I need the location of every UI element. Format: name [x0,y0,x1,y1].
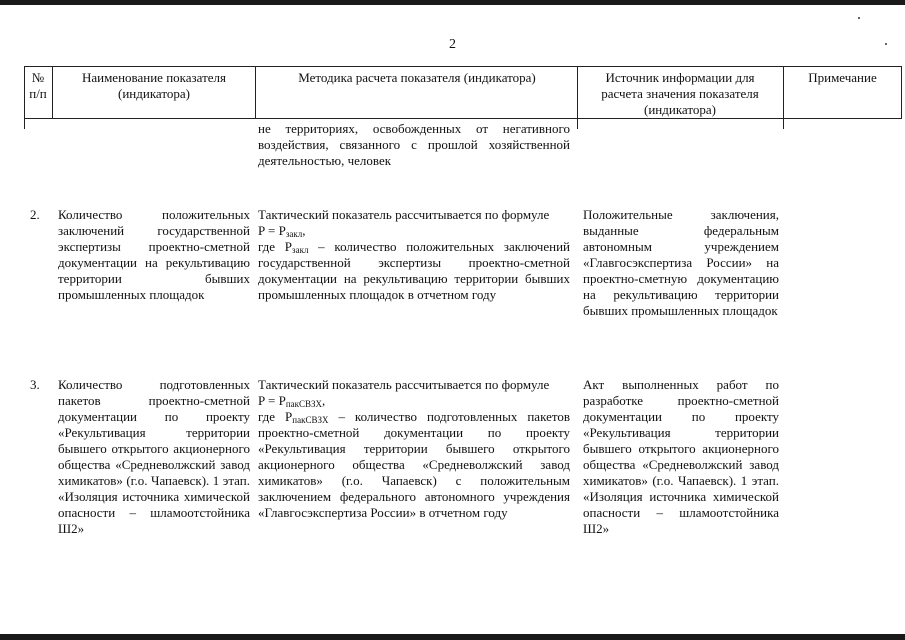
table-rule [24,66,25,119]
formula [258,223,570,239]
scan-speck [858,17,860,19]
formula-lhs: P = P [258,393,286,408]
formula-definition [258,239,570,303]
row-method [258,207,570,303]
row-number: 2. [30,207,40,222]
page-number: 2 [449,37,456,52]
row-source: Акт выполненных работ по разработке проектно-сметной документации по проекту «Рекультивация территории бывшего открытого акционерного общества «Средневолжский завод химикатов» (г.о. Чапаевск). 1 этап. «Изоляция источника химической опасности – шламоотстойника Ш2» [583,377,779,536]
table-rule [901,66,902,119]
formula-definition [258,409,570,521]
formula-subscript: пакСВЗХ [285,399,323,409]
method-intro: Тактический показатель рассчитывается по формуле [258,207,550,222]
table-rule [577,66,578,119]
formula [258,393,570,409]
formula-lhs: P = P [258,223,286,238]
header-method: Методика расчета показателя (индикатора) [298,70,536,85]
definition-text: – количество подготовленных пакетов проектно-сметной документации по проекту «Рекультивация территории бывшего открытого акционерного общества «Средневолжский завод химикатов» (г.о. Чапаевск) с положительным заключением федерального автономного учреждения «Главгосэкспертиза России» в отчетном году [258,409,570,520]
formula-subscript: закл [285,229,303,239]
scan-top-border [0,0,905,5]
row-method [258,377,570,521]
definition-lead: где P [258,239,293,254]
row-name: Количество подготовленных пакетов проектно-сметной документации по проекту «Рекультивация территории бывшего открытого акционерного общества «Средневолжский завод химикатов» (г.о. Чапаевск). 1 этап. «Изоляция источника химической опасности – шламоотстойника Ш2» [58,377,250,536]
definition-lead: где P [258,409,293,424]
table-rule [52,66,53,119]
header-note: Примечание [808,70,877,85]
row-source: Положительные заключения, выданные федеральным автономным учреждением «Главгосэкспертиза России» на проектно-сметную документацию на рекультивацию территории бывших промышленных площадок [583,207,779,318]
table-rule [783,66,784,119]
header-source: Источник информации для расчета значения показателя (индикатора) [601,70,759,117]
formula-end: , [322,393,326,408]
method-intro: Тактический показатель рассчитывается по формуле [258,377,550,392]
scan-bottom-border [0,634,905,640]
table-rule [783,119,784,129]
table-rule [255,66,256,119]
table-rule [577,119,578,129]
formula-end: , [302,223,306,238]
row-number: 3. [30,377,40,392]
header-name: Наименование показателя (индикатора) [81,70,227,101]
definition-text: – количество положительных заключений государственной экспертизы проектно-сметной документации на рекультивацию территории бывших промышленных площадок в отчетном году [258,239,570,302]
row-name: Количество положительных заключений государственной экспертизы проектно-сметной документации на рекультивацию территории бывших промышленных площадок [58,207,250,302]
definition-subscript: закл [292,245,309,255]
header-num: № п/п [29,70,47,101]
table-rule [24,119,25,129]
definition-subscript: пакСВЗХ [292,415,329,425]
continuation-method: не территориях, освобожденных от негативного воздействия, связанного с прошлой хозяйственной деятельностью, человек [258,121,570,168]
